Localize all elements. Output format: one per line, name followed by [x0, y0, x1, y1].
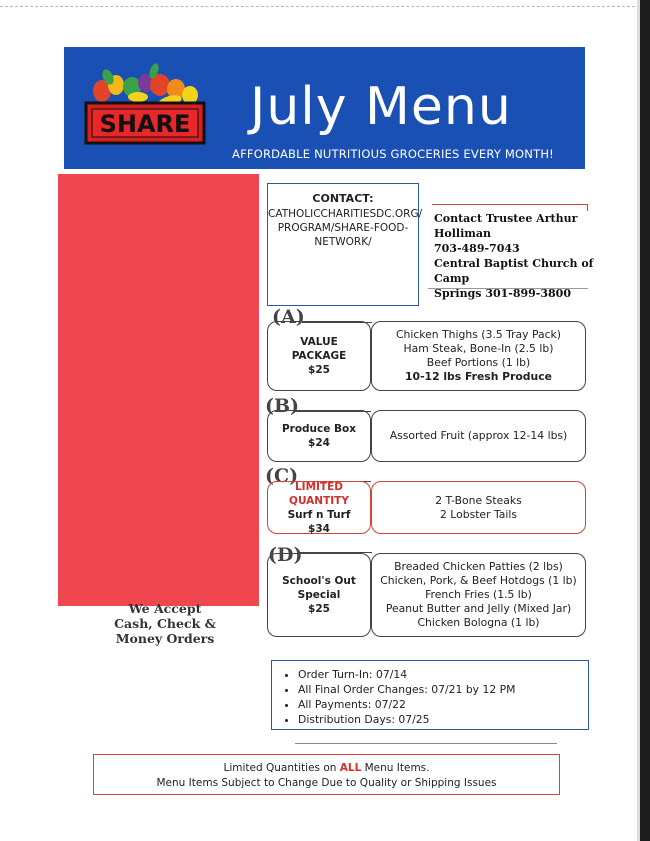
section-c-letter: (C): [265, 465, 299, 487]
notice-pre: Limited Quantities on: [223, 762, 340, 774]
share-logo-text: SHARE: [99, 110, 191, 138]
section-d-package: [267, 553, 371, 637]
trustee-bottom-line: [428, 288, 588, 289]
section-c-items: [371, 481, 586, 534]
page-title: July Menu: [250, 77, 512, 137]
order-dates-box: [271, 660, 589, 730]
trustee-contact: [428, 204, 594, 300]
section-a-name-2: PACKAGE: [291, 350, 347, 362]
notice-box: [93, 754, 560, 795]
section-a-package: [267, 321, 371, 391]
section-b-package: [267, 410, 371, 462]
payment-line-3: Money Orders: [115, 631, 215, 646]
section-a-item: 10-12 lbs Fresh Produce: [405, 370, 552, 383]
payment-line-2: Cash, Check &: [114, 616, 216, 631]
share-logo: [80, 61, 210, 147]
redacted-block: [58, 174, 259, 606]
trustee-line-2: 703-489-7043: [434, 242, 520, 255]
section-b-letter: (B): [265, 395, 300, 417]
scan-edge-dark: [640, 0, 650, 841]
section-d-name-1: School's Out: [282, 575, 356, 587]
section-d-item: French Fries (1.5 lb): [425, 588, 532, 601]
section-a-letter: (A): [272, 306, 305, 328]
contact-label: CONTACT:: [312, 192, 374, 205]
section-d-item: Chicken, Pork, & Beef Hotdogs (1 lb): [380, 574, 577, 587]
section-a-item: Ham Steak, Bone-In (2.5 lb): [403, 342, 554, 355]
section-c-name: Surf n Turf: [287, 508, 351, 521]
section-b-items: [371, 410, 586, 462]
section-d-letter: (D): [268, 544, 303, 566]
order-dates-list: [286, 667, 588, 727]
list-item: • Order Turn-In: 07/14: [298, 667, 588, 682]
trustee-line-3: Central Baptist Church of Camp: [434, 257, 594, 285]
list-item: • All Payments: 07/22: [298, 697, 588, 712]
notice-line-1: [94, 761, 559, 776]
header-banner: [64, 47, 585, 169]
page-subtitle: AFFORDABLE NUTRITIOUS GROCERIES EVERY MONTH!: [232, 147, 554, 161]
section-a-items: [371, 321, 586, 391]
payment-line-1: We Accept: [128, 601, 202, 616]
section-b-name: Produce Box: [281, 423, 357, 435]
section-c-item: 2 T-Bone Steaks: [435, 493, 522, 507]
section-a-item: Beef Portions (1 lb): [426, 356, 531, 369]
section-c-package: [267, 481, 371, 534]
trustee-line-4: Springs 301-899-3800: [434, 287, 571, 300]
section-c-item: 2 Lobster Tails: [439, 507, 517, 521]
section-b-price: $24: [308, 437, 330, 449]
trustee-line-1: Contact Trustee Arthur Holliman: [434, 212, 578, 240]
section-a-item: Chicken Thighs (3.5 Tray Pack): [395, 328, 562, 341]
section-b-item: Assorted Fruit (approx 12-14 lbs): [389, 429, 568, 442]
section-d-item: Chicken Bologna (1 lb): [417, 616, 540, 629]
section-d-item: Breaded Chicken Patties (2 lbs): [394, 560, 563, 573]
section-c-price: $34: [308, 522, 330, 535]
section-d-item: Peanut Butter and Jelly (Mixed Jar): [385, 602, 572, 615]
trustee-top-line: [432, 204, 588, 211]
list-item: • Distribution Days: 07/25: [298, 712, 588, 727]
section-a-name-1: VALUE: [300, 336, 338, 348]
section-c-limited: LIMITED QUANTITY: [289, 480, 349, 507]
notice-line-2: Menu Items Subject to Change Due to Quality or Shipping Issues: [156, 777, 497, 789]
divider: [295, 743, 557, 744]
notice-post: Menu Items.: [361, 762, 430, 774]
section-d-items: [371, 553, 586, 637]
contact-url[interactable]: CATHOLICCHARITIESDC.ORG/ PROGRAM/SHARE-FOOD- NETWORK/: [268, 208, 423, 248]
payment-methods: [100, 601, 230, 646]
notice-emphasis: ALL: [339, 762, 362, 774]
section-d-name-2: Special: [297, 589, 341, 601]
scan-artifact-line: [0, 6, 640, 13]
contact-box: [267, 183, 423, 306]
section-a-price: $25: [308, 364, 330, 376]
list-item: • All Final Order Changes: 07/21 by 12 PM: [298, 682, 588, 697]
section-d-price: $25: [308, 603, 330, 615]
